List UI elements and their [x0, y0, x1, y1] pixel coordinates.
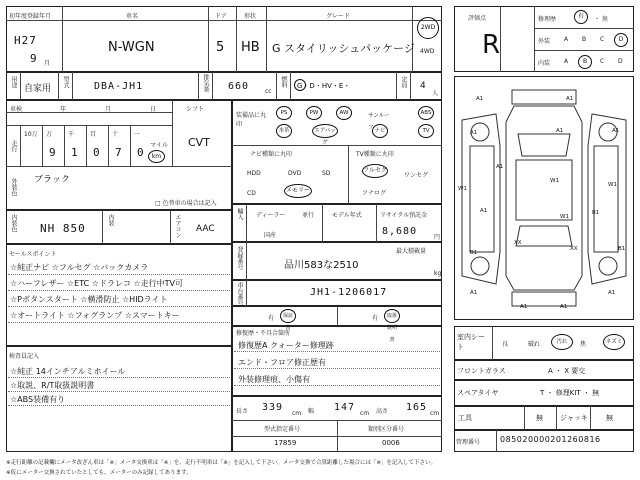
exterior-grade-label: 外装 — [538, 38, 551, 45]
color-change-note: □ 色替車の場合は記入 — [155, 200, 217, 207]
interior-color-value: NH 850 — [40, 222, 86, 235]
mileage-divider — [20, 125, 21, 166]
equipment-0: PS — [276, 106, 292, 120]
damage-mark: W1 — [560, 214, 569, 220]
shift-value: CVT — [188, 136, 210, 149]
seat-opt: 良 — [502, 341, 509, 348]
damage-mark: XX — [570, 246, 578, 252]
seat-opt: 焦 — [580, 341, 587, 348]
dotted-rule — [8, 274, 230, 275]
jack-label: ジャッキ — [560, 414, 588, 422]
chassis-value: JH1-1206017 — [310, 287, 388, 298]
mileage-divider — [86, 125, 87, 166]
tv-type-label: TV種類に丸印 — [356, 151, 394, 158]
grade-score-label: 評価点 — [468, 15, 487, 22]
fuel-label: 燃料 — [280, 76, 287, 88]
inspector-note-line: ☆取説、R/T取扱説明書 — [10, 381, 95, 390]
sales-point-line: ☆純正ナビ ☆フルセグ ☆バックカメラ — [10, 263, 149, 272]
chassis-label: 車台番号 — [236, 282, 243, 306]
domestic-label: 国産 — [264, 232, 277, 239]
nav-memory: メモリー — [285, 187, 310, 194]
sales-point-line: ☆Pボタンスタート ☆横滑防止 ☆HIDライト — [10, 295, 168, 304]
usage-value: 自家用 — [24, 84, 52, 94]
equipment-7: ナビ — [372, 124, 388, 138]
mileage-header: 万 — [46, 131, 53, 138]
seat-opt: ネズミ — [603, 334, 625, 350]
first-reg-month: 9 — [30, 52, 38, 65]
tv-fullseg-circle — [362, 164, 388, 178]
model-label: 型式 — [62, 76, 69, 88]
manual-circle — [384, 309, 400, 343]
equipment-label: 装備品に丸印 — [236, 112, 267, 128]
footer-note-2: ※仮にメーター交換されていたとしても、メーターのみ記録してあります。 — [6, 470, 192, 476]
ac-label: エアコン — [174, 214, 181, 238]
width-value: 147 — [334, 402, 356, 413]
height-value: 165 — [406, 402, 428, 413]
inspection-month: 月 — [105, 106, 112, 113]
length-value: 339 — [262, 402, 284, 413]
spare-value: T ・ 修理KIT ・ 無 — [540, 389, 600, 397]
drive-2wd: 2WD — [420, 24, 436, 31]
first-reg-label: 初年度登録年月 — [9, 13, 52, 20]
damage-mark: B1 — [618, 246, 626, 252]
interior-color-label: 内装色 — [10, 214, 17, 232]
damage-mark: W1 — [608, 182, 617, 188]
mileage-label: 走行 — [10, 140, 17, 152]
class-label: 類別区分番号 — [368, 426, 405, 433]
recycle-label: リサイクル預託金 — [380, 212, 428, 219]
nav-hdd: HDD — [247, 170, 261, 177]
capacity-unit: 人 — [432, 90, 439, 97]
class-value: 0006 — [382, 439, 400, 447]
model-year-label: モデル年式 — [332, 212, 362, 219]
dotted-rule — [234, 368, 440, 369]
tools-label: 工具 — [458, 414, 472, 422]
mileage-digit: 9 — [49, 146, 57, 159]
grade-label: グレード — [326, 13, 351, 20]
recycle-value: 8,680 — [382, 226, 418, 237]
length-label: 長さ — [236, 408, 249, 415]
inspection-day: 日 — [150, 106, 157, 113]
damage-mark: B1 — [470, 250, 478, 256]
mileage-divider — [64, 125, 65, 166]
grade-score: R — [482, 30, 501, 60]
ac-value: AAC — [196, 224, 215, 234]
dotted-rule — [234, 351, 440, 352]
spare-label: スペアタイヤ — [457, 389, 499, 397]
mileage-unit: km — [151, 153, 162, 160]
grade-value: G スタイリッシュパッケージ — [272, 42, 415, 55]
damage-mark: A1 — [480, 208, 488, 214]
mileage-header: 十 — [112, 131, 119, 138]
mgmt-label: 管理番号 — [456, 439, 481, 446]
warranty-yes: 有 — [268, 315, 275, 322]
damage-mark: W1 — [458, 186, 467, 192]
width-label: 幅 — [308, 408, 315, 415]
height-label: 高さ — [376, 408, 389, 415]
nav-sd: SD — [322, 170, 331, 177]
manual-label: 取扱説明書 — [386, 313, 397, 343]
mileage-header: 一 — [134, 131, 141, 138]
seat-opt: 破れ — [528, 341, 541, 348]
damage-mark: A1 — [476, 96, 484, 102]
inspection-year: 年 — [60, 106, 67, 113]
interior-grade-label: 内装 — [538, 60, 551, 67]
exterior-grade-A: A — [564, 36, 569, 43]
equipment-6: エアバッグ — [312, 124, 338, 138]
damage-mark: A1 — [560, 304, 568, 310]
equipment-8: TV — [418, 124, 434, 138]
repair-line: 修復歴A クォーター修理跡 — [238, 341, 334, 350]
seat-label: 室内シート — [457, 333, 485, 351]
dotted-rule — [8, 290, 230, 291]
windshield-value: A ・ X 要交 — [548, 367, 586, 375]
mileage-divider — [42, 125, 43, 166]
mileage-digit: 7 — [115, 146, 123, 159]
model-designation-label: 型式指定番号 — [264, 426, 301, 433]
import-label: 輸入 — [236, 208, 243, 220]
nav-type-label: ナビ種類に丸印 — [250, 151, 293, 158]
mileage-digit: 0 — [137, 146, 145, 159]
cc-unit: cc — [265, 88, 272, 95]
mgmt-value: 085020000201260816 — [500, 435, 601, 444]
interior-label2: 内装 — [107, 214, 114, 226]
jack-value: 無 — [606, 414, 613, 422]
nav-cd: CD — [247, 190, 256, 197]
interior-grade-D: D — [618, 58, 623, 65]
mileage-header: 千 — [68, 131, 75, 138]
dotted-rule — [8, 306, 230, 307]
damage-mark: A1 — [566, 96, 574, 102]
exterior-grade-C: C — [600, 36, 605, 43]
fuel-options: G・D・HV・E・ — [297, 82, 351, 90]
dotted-rule — [8, 391, 230, 392]
exterior-color-value: ブラック — [34, 175, 70, 185]
repair-history-circle — [574, 10, 588, 24]
max-load-label: 最大積載量 — [396, 248, 427, 255]
equipment-1: PW — [306, 106, 322, 120]
damage-mark: A1 — [496, 164, 504, 170]
damage-mark: A1 — [470, 290, 478, 296]
displacement-value: 660 — [228, 81, 250, 92]
mileage-divider — [130, 125, 131, 166]
nav-memory-circle — [284, 184, 312, 198]
dotted-rule — [8, 405, 230, 406]
yen-unit: 円 — [434, 234, 441, 241]
mileage-header: 百 — [90, 131, 97, 138]
equipment-2: AW — [336, 106, 352, 120]
model-value: DBA-JH1 — [94, 81, 144, 92]
damage-mark: A1 — [556, 128, 564, 134]
interior-grade-C: C — [600, 58, 605, 65]
capacity-label: 定員 — [400, 76, 407, 88]
damage-mark: A1 — [470, 130, 478, 136]
sales-point-line: ☆オートライト ☆フォグランプ ☆スマートキー — [10, 311, 180, 320]
repair-line: 外装修理痕、小傷有 — [238, 375, 310, 384]
car-name: N-WGN — [108, 40, 155, 55]
drive-circle — [417, 17, 439, 39]
inspection-label: 車検 — [10, 106, 23, 113]
width-unit: cm — [360, 410, 370, 417]
tools-value: 無 — [536, 414, 543, 422]
usage-label: 用途 — [10, 76, 17, 88]
tv-analog: アナログ — [362, 190, 387, 197]
door-value: 5 — [216, 40, 225, 55]
shape-value: HB — [241, 40, 260, 55]
kg-unit: kg — [434, 270, 442, 277]
exterior-color-label: 外装色 — [10, 178, 17, 196]
shift-label: シフト — [186, 106, 205, 113]
exterior-grade-B: B — [582, 36, 587, 43]
mileage-unit-circle — [148, 150, 165, 163]
repair-line: エンド・フロア修正歴有 — [238, 358, 326, 367]
footer-note-1: ※走行距離の記載欄にメータ改ざん車は「※」メータ交換車は「※」を、走行不明車は「※」を記入して下さい。メータ交換で合算距離した場合には「※」を記入して下さい。 — [6, 460, 437, 466]
sales-point-line: ☆ハーフレザー ☆ETC ☆ドラレコ ☆走行中TV可 — [10, 279, 184, 288]
first-reg-value: H27 — [14, 34, 37, 47]
mileage-digit: 1 — [71, 146, 79, 159]
equipment-5: 本革 — [276, 124, 292, 138]
sales-points-label: セールスポイント — [9, 251, 57, 258]
inspector-note-line: ☆純正 14インチアルミホイール — [10, 367, 126, 376]
manual-yes: 有 — [372, 315, 379, 322]
mileage-unit-label: マイル — [150, 142, 168, 149]
warranty-label: 保証書 — [282, 313, 293, 331]
interior-grade-B: B — [578, 55, 592, 69]
nav-dvd: DVD — [288, 170, 302, 177]
model-designation-value: 17859 — [274, 439, 297, 447]
tv-oneseg: ワンセグ — [404, 172, 429, 179]
dotted-rule — [8, 377, 230, 378]
car-name-label: 車名 — [126, 13, 139, 20]
repair-label: 修復歴・不具合箇所 — [236, 330, 291, 337]
displacement-label: 排気量 — [202, 74, 209, 92]
exterior-grade-D: D — [614, 33, 628, 47]
repair-history-yes: 有 — [577, 13, 584, 20]
damage-mark: W1 — [550, 178, 559, 184]
damage-mark: A1 — [520, 304, 528, 310]
interior-grade-A: A — [564, 58, 569, 65]
door-label: ドア — [215, 13, 227, 20]
mileage-header: 10万 — [24, 131, 38, 138]
tv-fullseg: フルセグ — [363, 167, 387, 174]
repair-history-label: 修理歴 — [538, 16, 557, 23]
damage-mark: A1 — [612, 128, 620, 134]
drive-4wd: 4WD — [420, 48, 435, 55]
height-unit: cm — [430, 410, 440, 417]
shape-label: 形状 — [244, 13, 257, 20]
parallel-label: 並行 — [302, 212, 315, 219]
warranty-circle — [280, 309, 296, 331]
mileage-digit: 0 — [93, 146, 101, 159]
windshield-label: フロントガラス — [457, 367, 506, 375]
length-unit: cm — [292, 410, 302, 417]
dotted-rule — [234, 385, 440, 386]
car-diagram — [454, 76, 634, 320]
damage-mark: XX — [514, 240, 522, 246]
seat-opt: 汚れ — [551, 334, 573, 350]
dotted-rule — [8, 322, 230, 323]
damage-mark: A1 — [608, 290, 616, 296]
mileage-divider — [108, 125, 109, 166]
reg-number-value: 品川583な2510 — [284, 260, 359, 271]
inspector-notes-label: 検査員記入 — [9, 353, 40, 360]
first-reg-month-unit: 月 — [44, 60, 51, 67]
capacity-value: 4 — [420, 81, 426, 91]
inspector-note-line: ☆ABS装備有り — [10, 395, 66, 404]
dealer-label: ディーラー — [256, 212, 286, 219]
equipment-3: サンルーフ — [368, 113, 390, 131]
repair-history-no: ・ 無 — [594, 16, 608, 23]
reg-number-label: 登録番号 — [236, 246, 243, 270]
equipment-4: ABS — [418, 106, 434, 120]
damage-mark: B1 — [592, 210, 600, 216]
